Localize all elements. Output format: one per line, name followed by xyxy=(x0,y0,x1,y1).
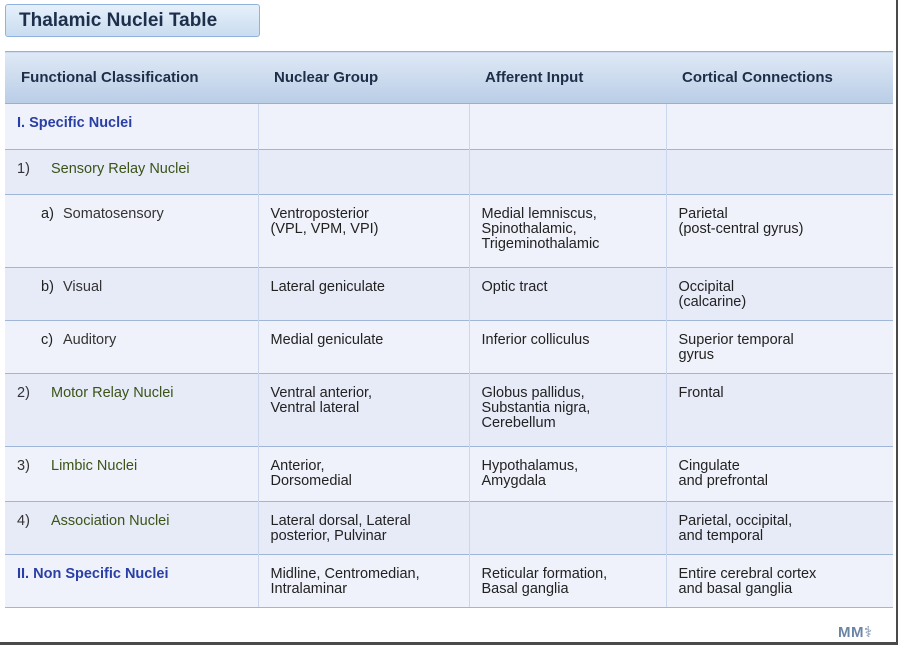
cell-text-line: Spinothalamic, xyxy=(481,221,577,237)
cell-text-line: Ventroposterior xyxy=(270,206,369,222)
cell-nuclear-group xyxy=(258,321,469,374)
cell-text-line: Globus pallidus, xyxy=(481,385,585,401)
table-row xyxy=(5,268,893,321)
cell-text-line: Inferior colliculus xyxy=(481,332,590,348)
cell-cortical-connections xyxy=(666,321,893,374)
cell-text-line: Medial lemniscus, xyxy=(481,206,597,222)
cell-text-line: and temporal xyxy=(678,528,764,544)
cell-nuclear-group xyxy=(258,268,469,321)
cell-nuclear-group xyxy=(258,104,469,150)
cell-cortical-connections xyxy=(666,502,893,555)
item-number: 2) xyxy=(17,385,30,401)
group-label: Association Nuclei xyxy=(51,513,170,529)
thalamic-nuclei-table xyxy=(5,51,893,608)
cell-text-line: Ventral lateral xyxy=(270,400,360,416)
cell-nuclear-group xyxy=(258,502,469,555)
group-label: Motor Relay Nuclei xyxy=(51,385,174,401)
cell-text-line: and basal ganglia xyxy=(678,581,793,597)
cell-afferent-input xyxy=(469,195,666,268)
item-number: 1) xyxy=(17,161,30,177)
cell-text-line: (post-central gyrus) xyxy=(678,221,804,237)
header-afferent-input: Afferent Input xyxy=(469,52,666,104)
cell-text-line: Lateral dorsal, Lateral xyxy=(270,513,411,529)
table-row xyxy=(5,555,893,608)
cell-nuclear-group xyxy=(258,150,469,195)
cell-nuclear-group xyxy=(258,555,469,608)
table-row xyxy=(5,374,893,447)
cell-text-line: (calcarine) xyxy=(678,294,747,310)
cell-functional-classification xyxy=(5,268,258,321)
page-title: Thalamic Nuclei Table xyxy=(5,4,260,37)
cell-text-line: Optic tract xyxy=(481,279,548,295)
cell-functional-classification xyxy=(5,195,258,268)
cell-text-line: Occipital xyxy=(678,279,735,295)
table xyxy=(5,51,893,608)
header-nuclear-group: Nuclear Group xyxy=(258,52,469,104)
cell-text-line: Lateral geniculate xyxy=(270,279,385,295)
table-row xyxy=(5,195,893,268)
section-label: II. Non Specific Nuclei xyxy=(17,566,169,582)
cell-cortical-connections xyxy=(666,447,893,502)
sub-item-label: Auditory xyxy=(63,332,117,348)
cell-nuclear-group xyxy=(258,195,469,268)
sub-item-label: Somatosensory xyxy=(63,206,164,222)
cell-functional-classification xyxy=(5,150,258,195)
cell-functional-classification xyxy=(5,104,258,150)
sub-item-letter: c) xyxy=(41,332,54,348)
item-number: 3) xyxy=(17,458,30,474)
cell-text-line: Frontal xyxy=(678,385,724,401)
cell-nuclear-group xyxy=(258,447,469,502)
cell-text-line: Ventral anterior, xyxy=(270,385,373,401)
sub-item-letter: b) xyxy=(41,279,54,295)
cell-text-line: Basal ganglia xyxy=(481,581,569,597)
cell-functional-classification xyxy=(5,447,258,502)
cell-afferent-input xyxy=(469,150,666,195)
cell-cortical-connections xyxy=(666,104,893,150)
cell-text-line: Reticular formation, xyxy=(481,566,608,582)
cell-nuclear-group xyxy=(258,374,469,447)
table-row xyxy=(5,104,893,150)
cell-text-line: Cerebellum xyxy=(481,415,556,431)
cell-text-line: posterior, Pulvinar xyxy=(270,528,387,544)
cell-text-line: Parietal, occipital, xyxy=(678,513,793,529)
cell-text-line: Amygdala xyxy=(481,473,546,489)
cell-cortical-connections xyxy=(666,555,893,608)
cell-text-line: (VPL, VPM, VPI) xyxy=(270,221,379,237)
cell-afferent-input xyxy=(469,104,666,150)
cell-text-line: and prefrontal xyxy=(678,473,768,489)
cell-afferent-input xyxy=(469,374,666,447)
cell-text-line: Entire cerebral cortex xyxy=(678,566,817,582)
section-label: I. Specific Nuclei xyxy=(17,115,133,131)
cell-functional-classification xyxy=(5,555,258,608)
cell-functional-classification xyxy=(5,321,258,374)
header-row xyxy=(5,52,893,104)
sub-item-label: Visual xyxy=(63,279,103,295)
table-row xyxy=(5,502,893,555)
cell-text-line: Substantia nigra, xyxy=(481,400,591,416)
cell-text-line: Superior temporal xyxy=(678,332,794,348)
table-row xyxy=(5,447,893,502)
cell-text-line: Medial geniculate xyxy=(270,332,384,348)
cell-text-line: Intralaminar xyxy=(270,581,348,597)
sub-item-letter: a) xyxy=(41,206,54,222)
cell-text-line: Parietal xyxy=(678,206,728,222)
cell-text-line: Hypothalamus, xyxy=(481,458,579,474)
header-functional-classification: Functional Classification xyxy=(5,52,258,104)
cell-text-line: Trigeminothalamic xyxy=(481,236,600,252)
header-cortical-connections: Cortical Connections xyxy=(666,52,893,104)
group-label: Limbic Nuclei xyxy=(51,458,138,474)
cell-text-line: Anterior, xyxy=(270,458,325,474)
cell-cortical-connections xyxy=(666,150,893,195)
cell-cortical-connections xyxy=(666,195,893,268)
cell-afferent-input xyxy=(469,268,666,321)
cell-cortical-connections xyxy=(666,268,893,321)
cell-text-line: Dorsomedial xyxy=(270,473,352,489)
cell-functional-classification xyxy=(5,502,258,555)
cell-text-line: Midline, Centromedian, xyxy=(270,566,420,582)
cell-text-line: Cingulate xyxy=(678,458,740,474)
cell-text-line: gyrus xyxy=(678,347,714,363)
table-row xyxy=(5,150,893,195)
mm-logo: MM⚕ xyxy=(838,624,873,641)
cell-cortical-connections xyxy=(666,374,893,447)
cell-functional-classification xyxy=(5,374,258,447)
cell-afferent-input xyxy=(469,321,666,374)
table-row xyxy=(5,321,893,374)
group-label: Sensory Relay Nuclei xyxy=(51,161,190,177)
cell-afferent-input xyxy=(469,502,666,555)
table-body xyxy=(5,104,893,608)
cell-afferent-input xyxy=(469,555,666,608)
cell-afferent-input xyxy=(469,447,666,502)
item-number: 4) xyxy=(17,513,30,529)
